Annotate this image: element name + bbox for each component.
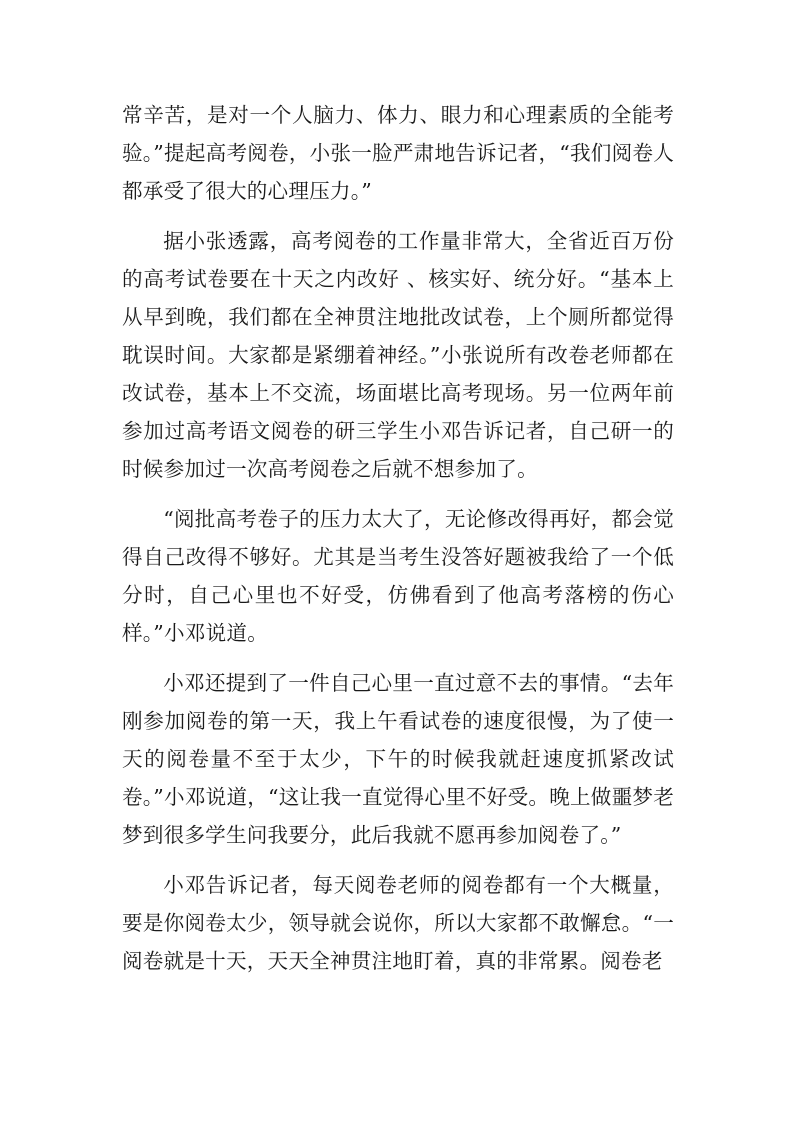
paragraph-3: “阅批高考卷子的压力太大了，无论修改得再好，都会觉得自己改得不够好。尤其是当考生没答好题被我给了一个低分时，自己心里也不好受，仿佛看到了他高考落榜的伤心样。”小邓说道。 <box>122 507 674 645</box>
paragraph-5: 小邓告诉记者，每天阅卷老师的阅卷都有一个大概量，要是你阅卷太少，领导就会说你，所以大家都不敢懈怠。“一阅卷就是十天，天天全神贯注地盯着，真的非常累。阅卷老 <box>122 873 674 973</box>
paragraph-2: 据小张透露，高考阅卷的工作量非常大，全省近百万份的高考试卷要在十天之内改好 、核实好、统分好。“基本上从早到晚，我们都在全神贯注地批改试卷，上个厕所都觉得耽误时间。大家都是紧绷着神经。”小张说所有改卷老师都在改试卷，基本上不交流，场面堪比高考现场。另一位两年前参加过高考语文阅卷的研三学生小邓告诉记者，自己研一的时候参加过一次高考阅卷之后就不想参加了。 <box>122 229 674 481</box>
paragraph-4: 小邓还提到了一件自己心里一直过意不去的事情。“去年刚参加阅卷的第一天，我上午看试卷的速度很慢，为了使一天的阅卷量不至于太少，下午的时候我就赶速度抓紧改试卷。”小邓说道，“这让我一直觉得心里不好受。晚上做噩梦老梦到很多学生问我要分，此后我就不愿再参加阅卷了。” <box>122 671 674 847</box>
article-body <box>122 96 674 992</box>
paragraph-1: 常辛苦，是对一个人脑力、体力、眼力和心理素质的全能考验。”提起高考阅卷，小张一脸严肃地告诉记者，“我们阅卷人都承受了很大的心理压力。” <box>122 103 674 203</box>
